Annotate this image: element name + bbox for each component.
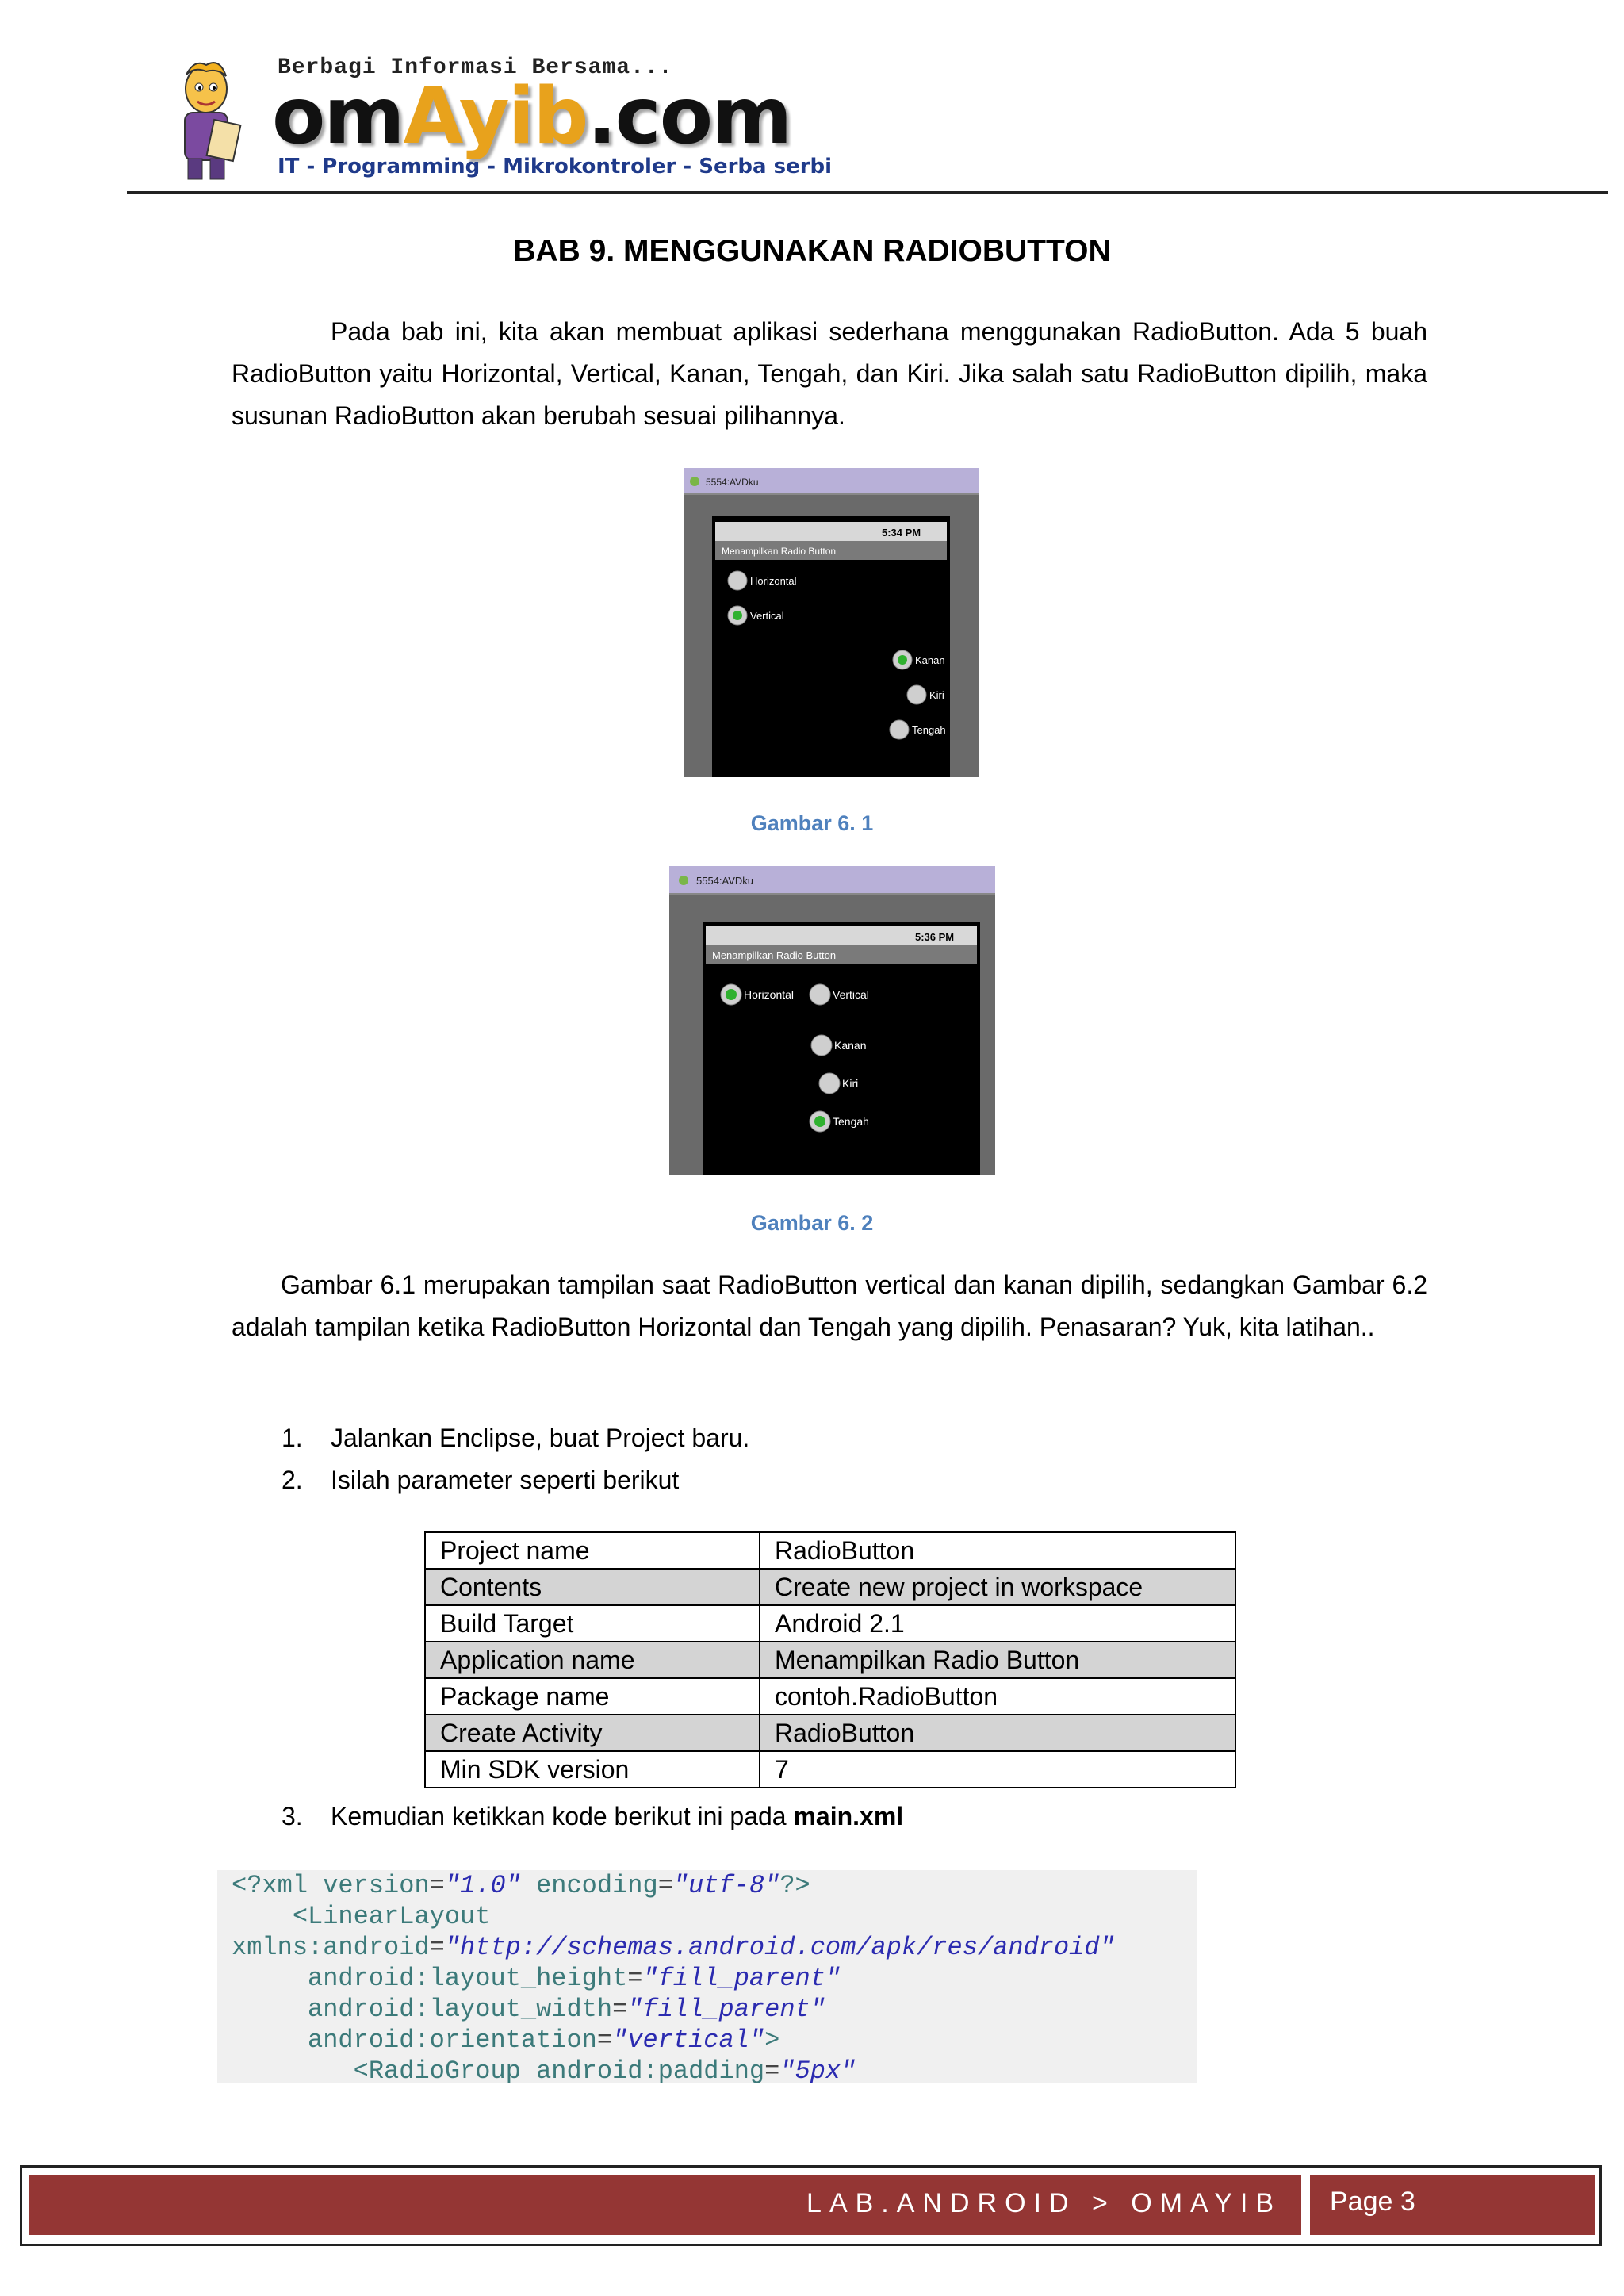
radio-label-kiri: Kiri xyxy=(929,689,944,701)
radio-horizontal xyxy=(728,571,747,590)
radio-label-horizontal: Horizontal xyxy=(744,988,795,1001)
window-title: 5554:AVDku xyxy=(706,477,759,488)
app-title: Menampilkan Radio Button xyxy=(722,546,837,557)
radio-tengah xyxy=(890,720,909,739)
chapter-title: BAB 9. MENGGUNAKAN RADIOBUTTON xyxy=(513,234,1111,268)
table-row: Contents Create new project in workspace xyxy=(425,1569,1235,1605)
step-2: 2. Isilah parameter seperti berikut xyxy=(282,1466,680,1494)
radio-label-kanan: Kanan xyxy=(915,654,945,666)
mascot-logo xyxy=(163,57,250,184)
site-brand: omAyib.com xyxy=(272,71,791,162)
explain-paragraph: Gambar 6.1 merupakan tampilan saat RadioButton vertical dan kanan dipilih, sedangkan Gambar 6.2 adalah tampilan ketika RadioButton Horizontal dan Tengah yang dipilih. Penasaran? Yuk, kita latihan.. xyxy=(232,1271,1427,1341)
android-icon xyxy=(690,477,699,486)
table-row: Min SDK version 7 xyxy=(425,1751,1235,1788)
table-row: Create Activity RadioButton xyxy=(425,1715,1235,1751)
site-subtitle: IT - Programming - Mikrokontroler - Serba serbi xyxy=(278,155,833,178)
step-3: 3. Kemudian ketikkan kode berikut ini pada main.xml xyxy=(282,1802,904,1830)
radio-label-tengah: Tengah xyxy=(912,724,946,736)
radio-kanan xyxy=(811,1035,832,1056)
footer-lab-label: LAB.ANDROID > OMAYIB xyxy=(806,2188,1281,2218)
table-row: Package name contoh.RadioButton xyxy=(425,1678,1235,1715)
code-line: android:layout_height="fill_parent" xyxy=(308,1964,841,1993)
table-row: Build Target Android 2.1 xyxy=(425,1605,1235,1642)
table-row: Project name RadioButton xyxy=(425,1532,1235,1569)
header-divider xyxy=(127,191,1608,194)
radio-label-vertical: Vertical xyxy=(750,610,784,622)
code-line: xmlns:android="http://schemas.android.com/apk/res/android" xyxy=(232,1933,1115,1962)
code-line: android:orientation="vertical"> xyxy=(308,2026,780,2055)
radio-kiri xyxy=(819,1073,840,1094)
site-tagline: Berbagi Informasi Bersama... xyxy=(278,56,673,80)
window-title: 5554:AVDku xyxy=(696,875,754,887)
radio-label-tengah: Tengah xyxy=(833,1115,869,1128)
radio-label-horizontal: Horizontal xyxy=(750,575,797,587)
table-row: Application name Menampilkan Radio Button xyxy=(425,1642,1235,1678)
emulator-screenshot-2 xyxy=(669,866,995,1175)
page-number: Page 3 xyxy=(1330,2187,1415,2217)
parameter-table xyxy=(424,1531,1236,1788)
code-block xyxy=(217,1870,1197,2086)
radio-label-kiri: Kiri xyxy=(842,1077,859,1090)
android-icon xyxy=(679,876,688,885)
radio-label-kanan: Kanan xyxy=(834,1039,867,1052)
code-line: android:layout_width="fill_parent" xyxy=(308,1995,825,2024)
code-line: <?xml version="1.0" encoding="utf-8"?> xyxy=(232,1871,810,1900)
radio-vertical xyxy=(810,984,830,1005)
step-1: 1. Jalankan Enclipse, buat Project baru. xyxy=(282,1424,750,1452)
emulator-screenshot-1 xyxy=(684,468,979,777)
code-line: <RadioGroup android:padding="5px" xyxy=(353,2056,856,2086)
radio-label-vertical: Vertical xyxy=(833,988,869,1001)
radio-kiri xyxy=(907,685,926,704)
code-line: <LinearLayout xyxy=(292,1902,491,1931)
status-time: 5:34 PM xyxy=(882,527,921,539)
figure-caption-1: Gambar 6. 1 xyxy=(750,811,874,835)
status-time: 5:36 PM xyxy=(915,931,955,943)
app-title: Menampilkan Radio Button xyxy=(712,949,837,961)
figure-caption-2: Gambar 6. 2 xyxy=(750,1211,874,1235)
intro-paragraph: Pada bab ini, kita akan membuat aplikasi sederhana menggunakan RadioButton. Ada 5 buah RadioButton yaitu Horizontal, Vertical, Kanan, Tengah, dan Kiri. Jika salah satu RadioButton dipilih, maka susunan RadioButton akan berubah sesuai pilihannya. xyxy=(232,317,1427,430)
